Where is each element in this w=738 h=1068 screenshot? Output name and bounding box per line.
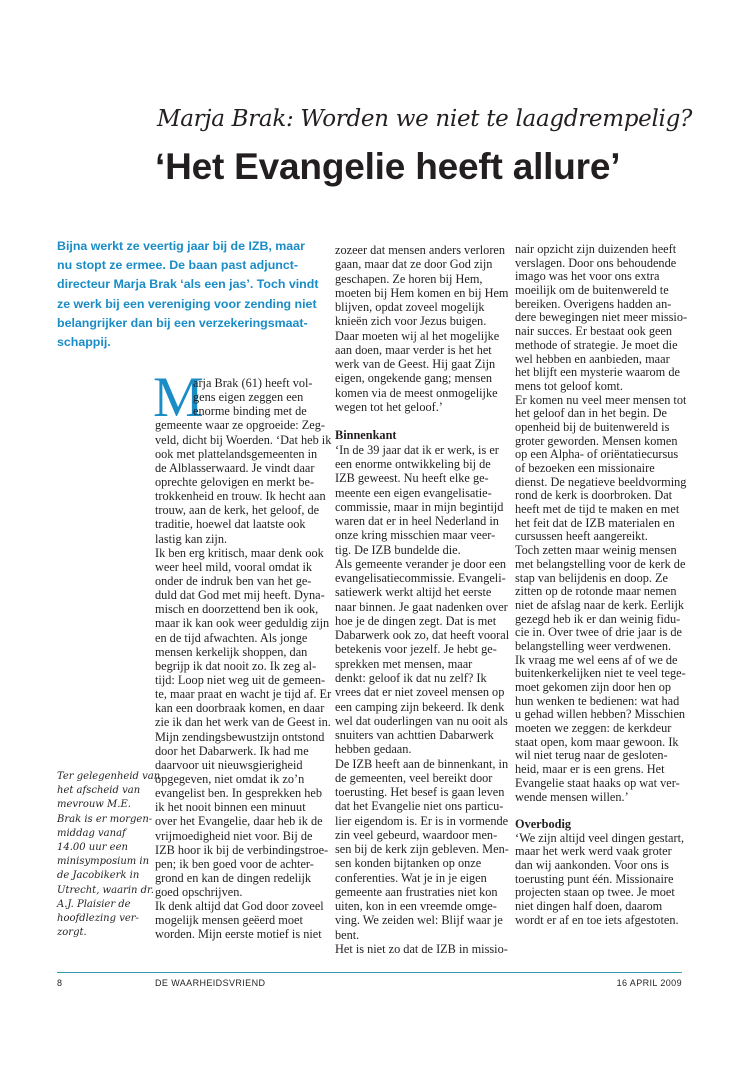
text-line: Brak is er morgen- xyxy=(57,813,153,825)
text-line: ‘In de 39 jaar dat ik er werk, is er xyxy=(335,442,499,457)
text-line: sprekken met mensen, maar xyxy=(335,656,473,671)
text-line: dienst. De negatieve beeldvorming xyxy=(515,474,687,489)
page-number: 8 xyxy=(57,978,63,988)
text-line: toerusting punt één. Missionaire xyxy=(515,871,674,886)
text-line: pen; ik ben goed voor de achter- xyxy=(155,856,314,871)
text-line: ving. We zeiden wel: Blijf waar je xyxy=(335,913,503,928)
text-line: daarvoor uit nieuwsgierigheid xyxy=(155,757,303,772)
text-line: arja Brak (61) heeft vol- xyxy=(193,376,313,390)
text-line: ‘We zijn altijd veel dingen gestart, xyxy=(515,830,685,845)
text-line: waren dat er in heel Nederland in xyxy=(335,514,499,529)
text-line: zin veel gebeurd, waardoor men- xyxy=(335,827,498,842)
text-line: Evangelie staat haaks op wat ver- xyxy=(515,775,680,790)
text-line: opgegeven, niet omdat ik zo’n xyxy=(155,771,305,786)
text-line: heid, maar er is een grens. Het xyxy=(515,762,665,777)
text-line xyxy=(515,804,687,818)
text-line: moeilijk om de buitenwereld te xyxy=(515,283,669,298)
text-line: wel dat ouderlingen van nu ooit als xyxy=(335,713,508,728)
text-line: Utrecht, waarin dr. xyxy=(57,884,154,896)
text-line: Het is niet zo dat de IZB in missio- xyxy=(335,942,508,957)
text-line: verslagen. Door ons behoudende xyxy=(515,255,677,270)
text-line: te, maar praat en wacht je tijd af. Er xyxy=(155,687,332,702)
text-line: over het Evangelie, daar heb ik de xyxy=(155,814,323,829)
text-line: Er komen nu veel meer mensen tot xyxy=(515,392,687,407)
text-line: enorme binding met de xyxy=(193,404,307,419)
text-line: of bezoeken een missionaire xyxy=(515,461,655,475)
text-line: onder de indruk ben van het ge- xyxy=(155,573,312,588)
text-line: hun wenken te bedienen: wat had xyxy=(515,693,680,708)
text-line: cursussen heeft aangereikt. xyxy=(515,529,648,544)
text-line: lastig kan zijn. xyxy=(155,531,228,546)
text-line: imago was het voor ons extra xyxy=(515,269,660,284)
text-line: betekenis voor jezelf. Je hebt ge- xyxy=(335,642,497,657)
text-line: A.J. Plaisier de xyxy=(57,898,131,910)
text-line: mensen kerkelijk shoppen, dan xyxy=(155,644,308,659)
text-line: staat open, kom maar gewoon. Ik xyxy=(515,734,679,749)
text-line: snuiters van achttien Dabarwerk xyxy=(335,728,494,743)
section-heading: Overbodig xyxy=(515,816,572,831)
text-line: wil niet terug naar de gesloten- xyxy=(515,748,668,763)
text-line: heeft met de tijd te maken en met xyxy=(515,502,680,517)
text-line: gemeente aan frustraties niet kon xyxy=(335,884,498,899)
footer-rule xyxy=(57,972,682,973)
text-line: moeten we zeggen: de kerkdeur xyxy=(515,721,672,736)
text-line: komen via de meest onmogelijke xyxy=(335,385,498,400)
text-line: oprechte gelovigen en merkt be- xyxy=(155,474,315,489)
text-line: Mijn zendingsbewustzijn ontstond xyxy=(155,729,325,744)
text-line: nu stopt ze ermee. De baan past adjunct- xyxy=(57,258,298,273)
text-line: naar binnen. Je gaat nadenken over xyxy=(335,599,508,614)
article-title: ‘Het Evangelie heeft allure’ xyxy=(155,146,621,187)
text-line: veld, dicht bij Woerden. ‘Dat heb ik xyxy=(155,432,332,447)
text-line: meente een eigen evangelisatie- xyxy=(335,485,492,500)
text-line: met belangstelling voor de kerk de xyxy=(515,556,686,571)
text-line: wel hebben en aanbieden, maar xyxy=(515,351,670,366)
text-line: ze werk bij een vereniging voor zending niet xyxy=(57,296,317,311)
text-line: het geloof dan in het begin. De xyxy=(515,406,667,421)
text-line: toerusting. Het besef is gaan leven xyxy=(335,785,505,800)
text-line: het feit dat de IZB materialen en xyxy=(515,515,675,530)
text-line: zozeer dat mensen anders verloren xyxy=(335,243,506,257)
body-column-3 xyxy=(515,243,687,927)
text-line: lier eigendom is. Er is in vormende xyxy=(335,813,509,828)
article-intro xyxy=(57,237,327,352)
text-line: geschapen. Ze horen bij Hem, xyxy=(335,271,483,286)
text-line: belangstelling weer verdwenen. xyxy=(515,638,672,653)
text-line: en de tijd afwachten. Als jonge xyxy=(155,630,308,645)
text-line: niet dingen half doen, daarom xyxy=(515,899,663,913)
text-line: traditie, hoewel dat laatste ook xyxy=(155,517,306,532)
text-line: methode of strategie. Je moet die xyxy=(515,337,678,352)
text-line: dat het Evangelie niet ons particu- xyxy=(335,799,504,814)
text-line: openheid bij de buitenwereld is xyxy=(515,419,670,434)
text-line: trokkenheid en trouw. Ik hecht aan xyxy=(155,489,326,504)
text-line xyxy=(335,414,509,428)
text-line: worden. Mijn eerste motief is niet xyxy=(155,927,322,942)
text-line: de Jacobikerk in xyxy=(57,870,140,882)
text-line: eigen, ongekende gang; mensen xyxy=(335,371,493,386)
text-line: denkt: geloof ik dat nu zelf? Ik xyxy=(335,670,487,685)
text-line: wende mensen willen.’ xyxy=(515,789,629,804)
text-line: Toch zetten maar weinig mensen xyxy=(515,543,677,558)
text-line: mevrouw M.E. xyxy=(57,799,131,811)
text-line: projecten staan op twee. Je moet xyxy=(515,885,675,900)
text-line: onze kring misschien maar veer- xyxy=(335,528,496,543)
drop-cap: M xyxy=(153,366,204,429)
text-line: hoofdlezing ver- xyxy=(57,913,139,925)
text-line: ook met plattelandsgemeenten in xyxy=(155,446,318,461)
text-line: vrees dat er niet zoveel mensen op xyxy=(335,685,505,700)
text-line: misch en doorzettend ben ik ook, xyxy=(155,602,319,617)
text-line: weer heel mild, vooral omdat ik xyxy=(155,559,313,574)
text-line: blijven, opdat zoveel mogelijk xyxy=(335,300,485,315)
text-line: gaan, maar dat ze door God zijn xyxy=(335,257,493,272)
text-line: een enorme ontwikkeling bij de xyxy=(335,456,491,471)
text-line: commissie, maar in mijn begintijd xyxy=(335,499,504,514)
text-line: evangelisatiecommissie. Evangeli- xyxy=(335,571,506,586)
text-line: gemeente waar ze opgroeide: Zeg- xyxy=(155,418,326,433)
text-line: Bijna werkt ze veertig jaar bij de IZB, maar xyxy=(57,239,305,253)
text-line: het afscheid van xyxy=(57,785,141,797)
text-line: IZB geweest. Nu heeft elke ge- xyxy=(335,471,489,486)
text-line: Ik ben erg kritisch, maar denk ook xyxy=(155,545,324,560)
text-line: goed opschrijven. xyxy=(155,885,243,900)
text-line: conferenties. Wat je in je eigen xyxy=(335,870,487,885)
text-line: nair opzicht zijn duizenden heeft xyxy=(515,242,677,256)
text-line: cie in. Over twee of drie jaar is de xyxy=(515,625,682,640)
text-line: moet gekomen zijn door hen op xyxy=(515,680,672,694)
text-line: evangelist ben. In gesprekken heb xyxy=(155,786,322,801)
text-line: begrijp ik dat nooit zo. Ik zeg al- xyxy=(155,658,317,673)
text-line: zie ik dan het werk van de Geest in. xyxy=(155,715,331,730)
text-line: mens tot geloof komt. xyxy=(515,378,623,393)
text-line: hebben gedaan. xyxy=(335,742,412,757)
text-line: nair succes. Er bestaat ook geen xyxy=(515,324,673,339)
text-line: de gemeenten, veel bereikt door xyxy=(335,770,493,785)
section-heading: Binnenkant xyxy=(335,428,397,443)
text-line: een camping zijn bekeerd. Ik denk xyxy=(335,699,505,714)
text-line: schappij. xyxy=(57,335,111,350)
text-line: middag vanaf xyxy=(57,827,126,839)
text-line: aan doen, maar verder is het het xyxy=(335,342,492,357)
text-line: stap van belijdenis en doop. Ze xyxy=(515,570,668,585)
text-line: directeur Marja Brak ‘als een jas’. Toch vindt xyxy=(57,277,319,292)
text-line: sen bij de kerk zijn gebleven. Men- xyxy=(335,842,509,857)
issue-date: 16 APRIL 2009 xyxy=(616,978,682,988)
text-line: bereiken. Overigens hadden an- xyxy=(515,296,672,311)
text-line: dan wij aankonden. Voor ons is xyxy=(515,857,669,872)
text-line: IZB hoor ik bij de verbindingstroe- xyxy=(155,842,329,857)
text-line: werk van de Geest. Hij gaat Zijn xyxy=(335,357,496,372)
text-line: maar het werk werd vaak groter xyxy=(515,844,672,859)
text-line: buitenkerkelijken niet te veel tege- xyxy=(515,666,686,681)
text-line: vrijmoedigheid niet voor. Bij de xyxy=(155,828,313,843)
text-line: uiten, kon in een vreemde omge- xyxy=(335,899,497,914)
text-line: dere bewegingen niet meer missio- xyxy=(515,310,688,325)
text-line: hoe je de dingen zegt. Dat is met xyxy=(335,613,497,628)
text-line: grond en kan de dingen redelijk xyxy=(155,870,312,885)
text-line: sen konden bijtanken op onze xyxy=(335,856,482,871)
text-line: Dabarwerk ook zo, dat heeft vooral xyxy=(335,628,510,643)
text-line: wordt er af en toe iets afgestoten. xyxy=(515,912,679,927)
text-line: moeten bij Hem komen en bij Hem xyxy=(335,285,509,300)
article-kicker: Marja Brak: Worden we niet te laagdrempelig? xyxy=(157,106,693,132)
text-line: niet de afslag naar de kerk. Eerlijk xyxy=(515,597,685,612)
text-line: minisymposium in xyxy=(57,856,150,868)
text-line: maar ik kan ook weer geduldig zijn xyxy=(155,616,330,631)
text-line: gens eigen zeggen een xyxy=(193,390,304,405)
text-line: Als gemeente verander je door een xyxy=(335,556,507,571)
text-line: door het Dabarwerk. Ik had me xyxy=(155,743,309,758)
text-line: rond de kerk is doorbroken. Dat xyxy=(515,488,673,503)
text-line: Ik denk altijd dat God door zoveel xyxy=(155,899,324,914)
text-line: Ter gelegenheid van xyxy=(57,771,161,782)
text-line: zorgt. xyxy=(57,927,87,939)
text-line: groter geworden. Mensen komen xyxy=(515,433,678,448)
text-line: op een Alpha- of oriëntatiecursus xyxy=(515,447,679,462)
text-line: tig. De IZB bundelde die. xyxy=(335,542,461,557)
text-line: satiewerk werkt altijd het eerste xyxy=(335,585,492,600)
text-line: u gehad willen hebben? Misschien xyxy=(515,707,686,722)
text-line: mogelijk mensen geëerd moet xyxy=(155,913,303,928)
text-line: ik het nooit binnen een minuut xyxy=(155,800,306,815)
text-line: 14.00 uur een xyxy=(57,842,128,854)
text-line: het blijft een mysterie waarom de xyxy=(515,365,680,380)
publication-name: DE WAARHEIDSVRIEND xyxy=(155,978,266,988)
text-line: tijd: Loop niet weg uit de gemeen- xyxy=(155,672,326,687)
text-line: Daar moeten wij al het mogelijke xyxy=(335,328,500,343)
text-line: De IZB heeft aan de binnenkant, in xyxy=(335,756,509,771)
text-line: gezegd heb ik er dan weinig fidu- xyxy=(515,611,681,626)
text-line: zitten op de rotonde maar nemen xyxy=(515,584,677,599)
text-line: duld dat God met mij heeft. Dyna- xyxy=(155,588,325,603)
text-line: bent. xyxy=(335,927,360,942)
text-line: knieën zich voor Jezus buigen. xyxy=(335,314,487,329)
text-line: de Alblasserwaard. Je vindt daar xyxy=(155,460,315,475)
text-line: Ik vraag me wel eens af of we de xyxy=(515,652,678,667)
text-line: wegen tot het geloof.’ xyxy=(335,399,443,414)
body-column-1 xyxy=(153,366,332,942)
body-column-2 xyxy=(335,243,509,956)
text-line: kan een doorbraak komen, en daar xyxy=(155,701,325,716)
text-line: trouw, aan de kerk, het geloof, de xyxy=(155,503,320,518)
text-line: belangrijker dan bij een verzekeringsmaat- xyxy=(57,315,308,330)
sidenote xyxy=(57,770,160,940)
